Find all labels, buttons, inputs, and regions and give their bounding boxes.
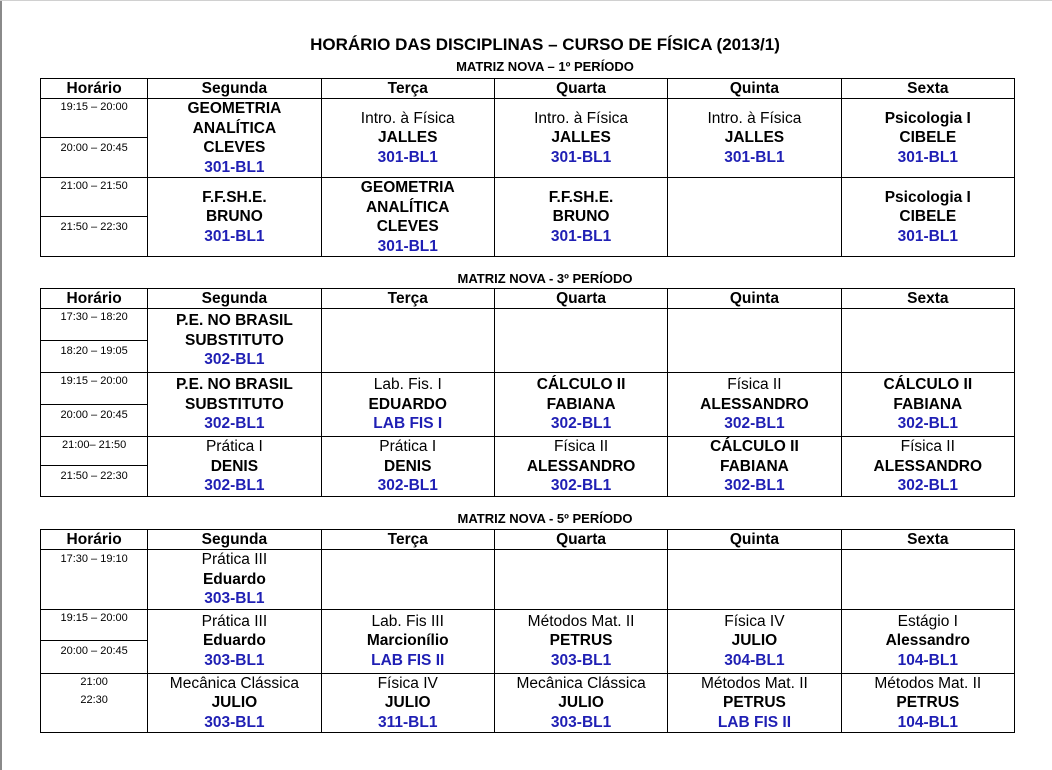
course-name: Lab. Fis. I — [373, 376, 442, 394]
class-cell-segunda — [148, 373, 321, 437]
header-terca: Terça — [321, 530, 494, 550]
teacher-name: CLEVES — [376, 218, 439, 235]
header-terca: Terça — [321, 79, 494, 99]
time-range: 17:30 – 18:20 — [41, 309, 147, 341]
schedule-row — [41, 373, 1015, 437]
teacher-name: DENIS — [384, 457, 432, 475]
class-cell-quinta — [668, 309, 841, 373]
class-entry — [842, 437, 1014, 496]
class-cell-terca — [321, 309, 494, 373]
class-entry — [495, 437, 667, 496]
header-terca: Terça — [321, 289, 494, 309]
class-entry — [148, 612, 320, 671]
page-top-edge — [0, 0, 1052, 1]
course-name: Física II — [553, 438, 609, 455]
time-slot — [41, 99, 148, 178]
section-title-1: MATRIZ NOVA – 1º PERÍODO — [456, 59, 634, 74]
room-label: 303-BL1 — [204, 713, 265, 731]
class-cell-sexta — [841, 178, 1014, 257]
course-name: Prática III — [201, 612, 268, 630]
class-entry — [322, 375, 494, 434]
course-name: P.E. NO BRASIL — [175, 376, 293, 394]
room-label: 302-BL1 — [550, 477, 612, 494]
class-entry — [148, 550, 320, 609]
time-range: 20:00 – 20:45 — [60, 645, 128, 657]
course-name: CÁLCULO II — [710, 438, 799, 455]
room-label: 301-BL1 — [204, 227, 265, 245]
teacher-name: JULIO — [731, 632, 778, 650]
room-label: 303-BL1 — [204, 651, 265, 669]
course-name: Física IV — [724, 612, 785, 630]
course-name: F.F.SH.E. — [202, 188, 267, 206]
room-label: 304-BL1 — [724, 651, 785, 669]
course-name: Lab. Fis III — [371, 612, 444, 630]
class-cell-segunda — [148, 550, 321, 610]
course-name: Métodos Mat. II — [527, 612, 635, 630]
course-name: Prática I — [379, 438, 437, 455]
class-cell-segunda — [148, 437, 321, 497]
teacher-name: JALLES — [378, 129, 438, 147]
header-sexta: Sexta — [841, 530, 1014, 550]
time-range: 21:00 — [80, 675, 108, 688]
teacher-name: CLEVES — [203, 139, 266, 156]
room-label: 311-BL1 — [378, 713, 438, 731]
teacher-name: PETRUS — [896, 694, 960, 711]
schedule-row — [41, 550, 1015, 610]
schedule-row — [41, 609, 1015, 673]
course-name: P.E. NO BRASIL — [175, 312, 293, 330]
teacher-name: JALLES — [551, 129, 611, 147]
class-cell-quinta — [668, 99, 841, 178]
teacher-name: BRUNO — [552, 208, 610, 226]
room-label: 303-BL1 — [550, 713, 612, 731]
teacher-name: PETRUS — [549, 632, 613, 650]
teacher-name: JULIO — [384, 694, 431, 711]
room-label: 104-BL1 — [897, 651, 958, 669]
class-cell-quarta — [494, 609, 667, 673]
class-cell-sexta — [841, 373, 1014, 437]
time-slot — [41, 609, 148, 673]
room-label: LAB FIS I — [373, 415, 443, 433]
class-entry — [322, 612, 494, 671]
time-range: 20:00 – 20:45 — [60, 408, 128, 421]
class-entry — [148, 99, 320, 177]
class-cell-quarta — [494, 437, 667, 497]
header-quinta: Quinta — [668, 289, 841, 309]
class-entry — [495, 188, 667, 247]
teacher-name: Eduardo — [202, 632, 266, 650]
course-name: Estágio I — [897, 612, 958, 630]
time-range: 22:30 — [80, 693, 108, 706]
section-title-3: MATRIZ NOVA - 5º PERÍODO — [457, 511, 633, 526]
course-name: GEOMETRIA — [187, 100, 282, 117]
room-label: 301-BL1 — [204, 158, 265, 176]
class-cell-segunda — [148, 99, 321, 178]
room-label: 301-BL1 — [377, 148, 438, 166]
class-entry — [322, 109, 494, 168]
room-label: 302-BL1 — [724, 415, 785, 433]
room-label: 302-BL1 — [897, 415, 958, 433]
time-range: 21:50 – 22:30 — [60, 470, 128, 483]
class-entry — [842, 375, 1014, 434]
class-cell-quinta — [668, 609, 841, 673]
schedule-row — [41, 99, 1015, 178]
room-label: 302-BL1 — [204, 351, 265, 369]
room-label: 302-BL1 — [377, 477, 438, 494]
time-range: 17:30 – 19:10 — [60, 553, 128, 565]
class-cell-quarta — [494, 178, 667, 257]
class-cell-quarta — [494, 550, 667, 610]
header-horario: Horário — [41, 289, 148, 309]
class-cell-quarta — [494, 309, 667, 373]
class-entry — [322, 437, 494, 496]
class-cell-quarta — [494, 373, 667, 437]
class-entry — [668, 612, 840, 671]
class-entry — [842, 109, 1014, 168]
course-name: Psicologia I — [884, 188, 971, 206]
class-entry — [322, 674, 494, 733]
header-segunda: Segunda — [148, 79, 321, 99]
teacher-name: FABIANA — [546, 395, 616, 413]
class-cell-sexta — [841, 309, 1014, 373]
time-slot — [41, 178, 148, 257]
class-entry — [148, 375, 320, 434]
time-slot — [41, 550, 148, 610]
course-name: Física IV — [377, 674, 438, 692]
course-name: GEOMETRIA — [360, 179, 455, 196]
header-horario: Horário — [41, 79, 148, 99]
class-cell-quarta — [494, 673, 667, 733]
course-name: F.F.SH.E. — [548, 188, 614, 206]
class-cell-terca — [321, 437, 494, 497]
schedule-table-3 — [40, 529, 1015, 733]
teacher-name: JULIO — [558, 694, 604, 711]
course-name: Física II — [900, 438, 955, 455]
class-cell-segunda — [148, 309, 321, 373]
course-name: Intro. à Física — [534, 109, 629, 127]
room-label: 301-BL1 — [550, 227, 612, 245]
teacher-name: SUBSTITUTO — [185, 395, 284, 413]
class-cell-quinta — [668, 437, 841, 497]
page-title: HORÁRIO DAS DISCIPLINAS – CURSO DE FÍSICA (2013/1) — [310, 35, 780, 54]
class-entry — [668, 674, 840, 733]
time-range: 21:00– 21:50 — [41, 437, 147, 466]
teacher-name: PETRUS — [722, 694, 786, 711]
course-name: Mecânica Clássica — [516, 674, 646, 692]
room-label: 301-BL1 — [724, 148, 785, 166]
header-quinta: Quinta — [668, 79, 841, 99]
room-label: 303-BL1 — [204, 590, 265, 607]
time-slot — [41, 673, 148, 733]
page-left-edge — [0, 0, 2, 770]
schedule-row — [41, 673, 1015, 733]
class-cell-sexta — [841, 673, 1014, 733]
teacher-name: Alessandro — [885, 632, 970, 650]
teacher-name: ALESSANDRO — [526, 457, 636, 475]
course-name: Métodos Mat. II — [701, 674, 808, 692]
teacher-name: JALLES — [724, 129, 785, 147]
course-name: Métodos Mat. II — [874, 674, 982, 692]
time-range: 18:20 – 19:05 — [60, 344, 128, 357]
teacher-name: BRUNO — [205, 208, 263, 226]
class-entry — [668, 375, 840, 434]
room-label: 104-BL1 — [897, 713, 958, 731]
time-slot — [41, 309, 148, 373]
class-cell-segunda — [148, 178, 321, 257]
class-cell-segunda — [148, 609, 321, 673]
time-slot — [41, 373, 148, 437]
course-name: Física II — [727, 376, 782, 394]
room-label: 302-BL1 — [550, 415, 612, 433]
class-cell-terca — [321, 373, 494, 437]
table-header-row — [41, 79, 1015, 99]
room-label: 301-BL1 — [550, 148, 612, 166]
class-entry — [148, 311, 320, 370]
time-slot — [41, 437, 148, 497]
class-entry — [842, 674, 1014, 733]
class-cell-quarta — [494, 99, 667, 178]
teacher-name: SUBSTITUTO — [185, 331, 284, 349]
class-cell-terca — [321, 550, 494, 610]
schedule-row — [41, 437, 1015, 497]
class-cell-terca — [321, 178, 494, 257]
class-cell-quinta — [668, 178, 841, 257]
class-cell-terca — [321, 673, 494, 733]
teacher-name: Marcionílio — [366, 632, 449, 650]
teacher-name: FABIANA — [893, 395, 963, 413]
header-sexta: Sexta — [841, 289, 1014, 309]
schedule-row — [41, 178, 1015, 257]
time-range: 19:15 – 20:00 — [41, 99, 147, 138]
room-label: LAB FIS II — [371, 651, 445, 669]
schedule-table-1 — [40, 78, 1015, 257]
header-horario: Horário — [41, 530, 148, 550]
time-range: 20:00 – 20:45 — [60, 142, 128, 154]
teacher-name: EDUARDO — [368, 395, 447, 413]
class-entry — [495, 109, 667, 168]
section-title-2: MATRIZ NOVA - 3º PERÍODO — [457, 271, 633, 286]
class-cell-sexta — [841, 437, 1014, 497]
class-entry — [495, 375, 667, 434]
class-entry — [148, 188, 320, 247]
teacher-name: DENIS — [210, 457, 259, 475]
class-cell-sexta — [841, 609, 1014, 673]
room-label: 302-BL1 — [204, 415, 265, 433]
course-name: ANALÍTICA — [365, 198, 450, 216]
teacher-name: Eduardo — [202, 570, 266, 588]
course-name: Prática III — [201, 551, 268, 568]
course-name: Intro. à Física — [360, 109, 455, 127]
class-entry — [148, 437, 320, 496]
time-range: 21:00 – 21:50 — [41, 178, 147, 217]
class-entry — [148, 674, 320, 733]
teacher-name: ALESSANDRO — [873, 457, 983, 475]
time-range: 19:15 – 20:00 — [41, 373, 147, 405]
class-cell-sexta — [841, 99, 1014, 178]
teacher-name: CIBELE — [899, 208, 957, 226]
room-label: LAB FIS II — [717, 713, 792, 731]
class-entry — [842, 188, 1014, 247]
course-name: CÁLCULO II — [883, 376, 973, 394]
table-header-row — [41, 530, 1015, 550]
class-entry — [842, 612, 1014, 671]
room-label: 302-BL1 — [204, 477, 265, 494]
course-name: Prática I — [205, 438, 263, 455]
class-cell-terca — [321, 609, 494, 673]
class-entry — [668, 437, 840, 496]
table-header-row — [41, 289, 1015, 309]
room-label: 302-BL1 — [724, 477, 785, 494]
course-name: Mecânica Clássica — [169, 674, 299, 692]
header-segunda: Segunda — [148, 289, 321, 309]
room-label: 301-BL1 — [897, 227, 958, 245]
header-sexta: Sexta — [841, 79, 1014, 99]
class-cell-segunda — [148, 673, 321, 733]
header-quarta: Quarta — [494, 530, 667, 550]
room-label: 301-BL1 — [377, 237, 438, 255]
class-entry — [495, 612, 667, 671]
teacher-name: ALESSANDRO — [700, 395, 809, 413]
class-entry — [668, 109, 840, 168]
class-entry — [322, 178, 494, 256]
room-label: 303-BL1 — [550, 651, 612, 669]
class-entry — [495, 674, 667, 733]
time-range: 21:50 – 22:30 — [60, 221, 128, 233]
header-quarta: Quarta — [494, 79, 667, 99]
room-label: 302-BL1 — [897, 477, 958, 494]
time-range: 19:15 – 20:00 — [41, 610, 147, 642]
teacher-name: FABIANA — [719, 457, 789, 475]
room-label: 301-BL1 — [897, 148, 958, 166]
teacher-name: CIBELE — [899, 129, 957, 147]
class-cell-quinta — [668, 373, 841, 437]
header-segunda: Segunda — [148, 530, 321, 550]
course-name: CÁLCULO II — [536, 376, 626, 394]
class-cell-quinta — [668, 673, 841, 733]
class-cell-sexta — [841, 550, 1014, 610]
course-name: Intro. à Física — [707, 109, 802, 127]
header-quarta: Quarta — [494, 289, 667, 309]
class-cell-quinta — [668, 550, 841, 610]
class-cell-terca — [321, 99, 494, 178]
course-name: ANALÍTICA — [192, 119, 277, 137]
header-quinta: Quinta — [668, 530, 841, 550]
schedule-row — [41, 309, 1015, 373]
schedule-table-2 — [40, 288, 1015, 497]
course-name: Psicologia I — [884, 109, 971, 127]
teacher-name: JULIO — [211, 694, 258, 711]
